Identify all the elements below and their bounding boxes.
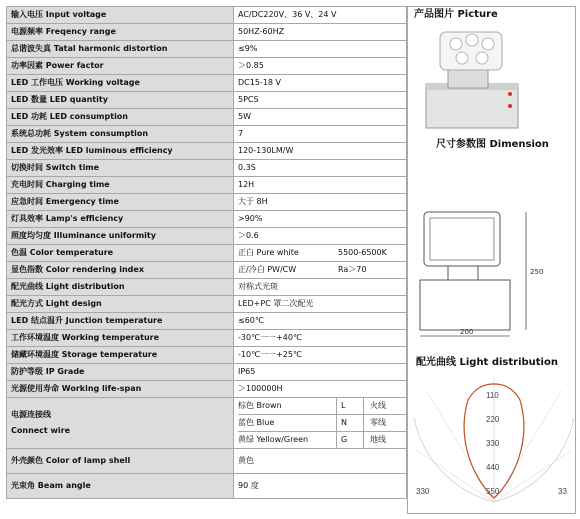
spec-label-en: Beam angle [37, 481, 91, 490]
spec-label [7, 262, 234, 279]
spec-label-en: Color of lamp shell [45, 456, 131, 465]
spec-label-en: Light distribution [45, 282, 125, 291]
spec-value: 黄色 [234, 449, 407, 474]
spec-label-en: Switch time [45, 163, 100, 172]
polar-label-1: 110 [486, 391, 499, 400]
spec-label-en: Light design [45, 299, 102, 308]
spec-label [7, 41, 234, 58]
spec-value: >90% [234, 211, 407, 228]
wire-code: G [337, 432, 364, 448]
color-render-value [234, 262, 407, 279]
spec-row [7, 364, 407, 381]
distribution-heading: 配光曲线 Light distribution [416, 357, 558, 368]
spec-row [7, 24, 407, 41]
spec-row [7, 211, 407, 228]
spec-value: IP65 [234, 364, 407, 381]
spec-row [7, 143, 407, 160]
spec-label-cn: LED 数量 [11, 95, 47, 104]
value-secondary: 5500-6500K [338, 248, 387, 257]
spec-label-en: Working life-span [61, 384, 142, 393]
color-render-row [7, 262, 407, 279]
spec-label-en: Color rendering index [45, 265, 144, 274]
spec-value: ≤60℃ [234, 313, 407, 330]
beam-angle-row [7, 474, 407, 499]
spec-label-en: Emergency time [45, 197, 119, 206]
value-primary: 正白 Pure white [238, 248, 299, 257]
shell-color-row [7, 449, 407, 474]
wire-color: 棕色 Brown [238, 398, 337, 414]
spec-label-cn: 防护等级 [11, 367, 43, 376]
spec-row [7, 279, 407, 296]
spec-label [7, 160, 234, 177]
spec-row [7, 41, 407, 58]
spec-value: 对称式光斑 [234, 279, 407, 296]
spec-label-cn: 系统总功耗 [11, 129, 51, 138]
spec-value: -30℃一一+40℃ [234, 330, 407, 347]
spec-label [7, 92, 234, 109]
wire-code: N [337, 415, 364, 431]
spec-label-cn: LED 工作电压 [11, 78, 63, 87]
spec-label-cn: 工作环境温度 [11, 333, 59, 342]
dim-width-label: 200 [460, 328, 474, 336]
spec-label-en: Freqency range [45, 27, 116, 36]
connect-label-cn: 电源连接线 [11, 410, 51, 419]
spec-label-cn: 电源频率 [11, 27, 43, 36]
value-primary: 正/冷白 PW/CW [238, 265, 297, 274]
polar-label-3: 330 [486, 439, 500, 448]
spec-row [7, 347, 407, 364]
spec-label [7, 279, 234, 296]
angle-right-label: 33 [558, 487, 567, 496]
spec-label [7, 364, 234, 381]
spec-value: ≤9% [234, 41, 407, 58]
spec-value: -10℃一一+25℃ [234, 347, 407, 364]
wire-color: 蓝色 Blue [238, 415, 337, 431]
polar-label-4: 440 [486, 463, 500, 472]
spec-row [7, 381, 407, 398]
spec-label [7, 449, 234, 474]
wire-row [238, 398, 406, 415]
spec-label-cn: 充电时间 [11, 180, 43, 189]
spec-label [7, 330, 234, 347]
spec-label-cn: 灯具效率 [11, 214, 43, 223]
picture-heading: 产品图片 Picture [414, 9, 498, 20]
spec-value: ＞100000H [234, 381, 407, 398]
spec-label-en: Illuminance uniformity [53, 231, 156, 240]
spec-label-en: LED quantity [49, 95, 108, 104]
spec-value: ＞0.85 [234, 58, 407, 75]
spec-value: 120-130LM/W [234, 143, 407, 160]
spec-label [7, 347, 234, 364]
spec-label-en: Lamp's efficiency [45, 214, 124, 223]
spec-label-cn: 总谐波失真 [11, 44, 51, 53]
spec-value: AC/DC220V、36 V、24 V [234, 7, 407, 24]
spec-label [7, 109, 234, 126]
spec-row [7, 330, 407, 347]
spec-row [7, 313, 407, 330]
spec-label-cn: LED 发光效率 [11, 146, 63, 155]
spec-label [7, 296, 234, 313]
wire-name: 火线 [370, 401, 386, 410]
spec-value: 0.3S [234, 160, 407, 177]
spec-label [7, 398, 234, 449]
spec-label [7, 126, 234, 143]
spec-label-en: Working voltage [65, 78, 140, 87]
spec-label [7, 143, 234, 160]
spec-value: 大于 8H [234, 194, 407, 211]
spec-label [7, 177, 234, 194]
polar-label-2: 220 [486, 415, 500, 424]
spec-value: 5PCS [234, 92, 407, 109]
spec-label-cn: 应急时间 [11, 197, 43, 206]
spec-label-cn: 外壳颜色 [11, 456, 43, 465]
spec-value: DC15-18 V [234, 75, 407, 92]
wire-color: 黄绿 Yellow/Green [238, 432, 337, 448]
spec-label-cn: 照度均匀度 [11, 231, 51, 240]
spec-label-en: LED luminous efficiency [65, 146, 173, 155]
spec-label-en: LED consumption [49, 112, 128, 121]
spec-label [7, 194, 234, 211]
spec-table [6, 6, 407, 499]
spec-label [7, 24, 234, 41]
product-photo [418, 24, 530, 136]
spec-label [7, 381, 234, 398]
spec-label [7, 245, 234, 262]
wire-name: 零线 [370, 418, 386, 427]
spec-label-cn: LED 结点温升 [11, 316, 63, 325]
spec-label-cn: 储藏环境温度 [11, 350, 59, 359]
spec-row [7, 75, 407, 92]
spec-label-en: Power factor [45, 61, 104, 70]
spec-value: 7 [234, 126, 407, 143]
spec-row [7, 160, 407, 177]
spec-label [7, 58, 234, 75]
spec-value: ＞0.6 [234, 228, 407, 245]
spec-label-en: Charging time [45, 180, 110, 189]
angle-left-label: 330 [416, 487, 430, 496]
spec-row [7, 7, 407, 24]
spec-label-en: Input voltage [45, 10, 107, 19]
connect-label-en: Connect wire [11, 426, 71, 435]
spec-label [7, 211, 234, 228]
spec-row [7, 177, 407, 194]
spec-label-cn: 色温 [11, 248, 27, 257]
spec-label-cn: 显色指数 [11, 265, 43, 274]
spec-label-cn: 输入电压 [11, 10, 43, 19]
spec-label-en: Junction temperature [65, 316, 163, 325]
spec-label [7, 75, 234, 92]
spec-row [7, 296, 407, 313]
connect-wire-row [7, 398, 407, 449]
color-temp-row [7, 245, 407, 262]
spec-value: 50HZ-60HZ [234, 24, 407, 41]
spec-label-cn: 光束角 [11, 481, 35, 490]
spec-label-en: Storage temperature [61, 350, 158, 359]
value-secondary: Ra＞70 [338, 265, 367, 274]
spec-label-en: Working temperature [61, 333, 160, 342]
dim-height-label: 250 [530, 268, 544, 276]
spec-value: 12H [234, 177, 407, 194]
wire-name: 地线 [370, 435, 386, 444]
connect-wire-value [234, 398, 407, 449]
polar-label-5: 550 [486, 487, 500, 496]
spec-value: LED+PC 罩二次配光 [234, 296, 407, 313]
spec-label-en: Tatal harmonic distortion [53, 44, 168, 53]
spec-label [7, 474, 234, 499]
spec-row [7, 92, 407, 109]
wire-code: L [337, 398, 364, 414]
spec-row [7, 109, 407, 126]
spec-row [7, 228, 407, 245]
spec-label [7, 228, 234, 245]
spec-row [7, 126, 407, 143]
dimension-drawing [414, 210, 554, 340]
spec-label-en: System consumption [53, 129, 149, 138]
spec-value: 5W [234, 109, 407, 126]
wire-row [238, 415, 406, 432]
spec-label-en: Color temperature [29, 248, 114, 257]
spec-label-cn: 功率因素 [11, 61, 43, 70]
wire-row [238, 432, 406, 448]
spec-label-cn: 光源使用寿命 [11, 384, 59, 393]
spec-label-cn: 配光曲线 [11, 282, 43, 291]
spec-label-cn: 切换时间 [11, 163, 43, 172]
dimension-heading: 尺寸参数图 Dimension [436, 139, 549, 150]
spec-row [7, 58, 407, 75]
spec-label [7, 313, 234, 330]
spec-value: 90 度 [234, 474, 407, 499]
spec-label-cn: 配光方式 [11, 299, 43, 308]
spec-label-en: IP Grade [45, 367, 85, 376]
light-distribution-chart [414, 370, 574, 510]
spec-label [7, 7, 234, 24]
spec-row [7, 194, 407, 211]
spec-label-cn: LED 功耗 [11, 112, 47, 121]
color-temp-value [234, 245, 407, 262]
